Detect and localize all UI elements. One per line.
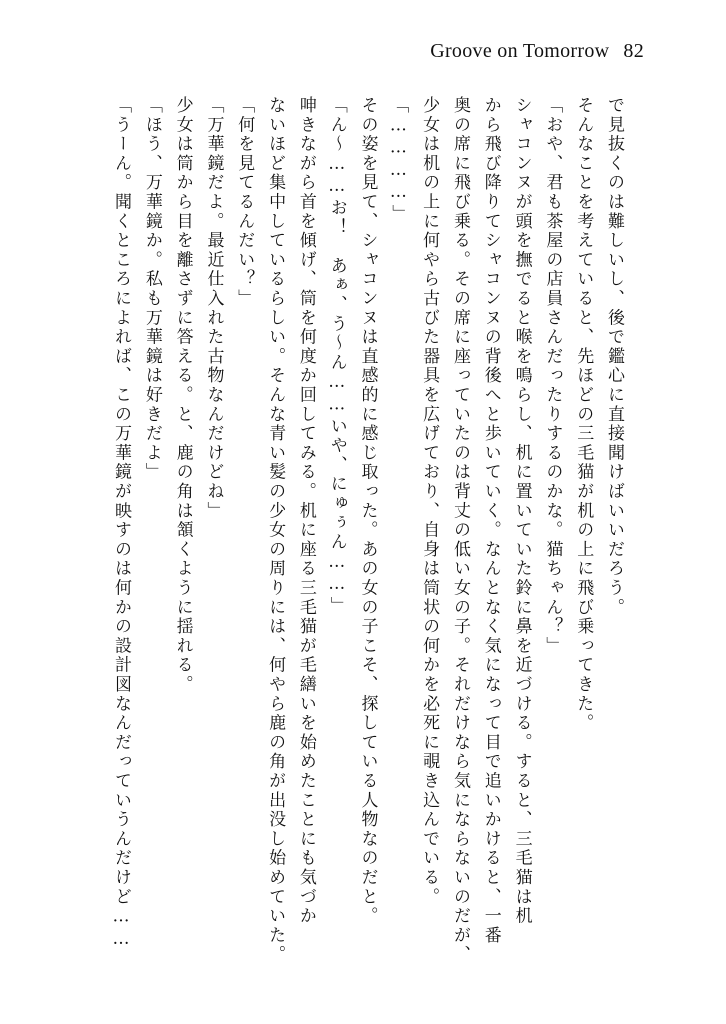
text-line: 「ん〜……お！ あぁ、う〜ん……いや、にゅぅん……」 [326, 96, 347, 616]
text-line: 「何を見てるんだい？」 [234, 96, 255, 309]
text-line: ないほど集中しているらしい。そんな青い髪の少女の周りには、何やら鹿の角が出没し始めていた。 [265, 96, 286, 965]
text-line: 少女は筒から目を離さずに答える。と、鹿の角は頷くように揺れる。 [172, 96, 193, 695]
text-line: その姿を見て、シャコンヌは直感的に感じ取った。あの女の子こそ、探している人物なのだと。 [357, 96, 378, 926]
text-line: 少女は机の上に何やら古びた器具を広げており、自身は筒状の何かを必死に覗き込んでいる。 [419, 96, 440, 907]
text-line: シャコンヌが頭を撫でると喉を鳴らし、机に置いていた鈴に鼻を近づける。すると、三毛猫は机 [511, 96, 532, 926]
text-line: 「うーん。聞くところによれば、この万華鏡が映すのは何かの設計図なんだっていうんだけど…… [111, 96, 131, 952]
page-number: 82 [623, 40, 644, 62]
text-line: 「ほう、万華鏡か。私も万華鏡は好きだよ」 [141, 96, 162, 482]
text-line: で見抜くのは難しいし、後で鑑心に直接聞けばいいだろう。 [604, 96, 624, 618]
text-line: 「…………」 [388, 96, 409, 224]
text-line: そんなことを考えていると、先ほどの三毛猫が机の上に飛び乗ってきた。 [573, 96, 594, 733]
text-line: 奥の席に飛び乗る。その席に座っていたのは背丈の低い女の子。それだけなら気にならないのだが、 [449, 96, 470, 965]
running-header [430, 40, 644, 63]
text-line: 「おや、君も茶屋の店員さんだったりするのかな。猫ちゃん？」 [542, 96, 563, 656]
book-title: Groove on Tomorrow [430, 40, 610, 62]
text-line: から飛び降りてシャコンヌの背後へと歩いていく。なんとなく気になって目で追いかけると、一番 [480, 96, 501, 946]
text-line: 呻きながら首を傾げ、筒を何度か回してみる。机に座る三毛猫が毛繕いを始めたことにも気づか [295, 96, 316, 926]
vertical-text-body [112, 96, 622, 976]
text-line: 「万華鏡だよ。最近仕入れた古物なんだけどね」 [203, 96, 224, 521]
